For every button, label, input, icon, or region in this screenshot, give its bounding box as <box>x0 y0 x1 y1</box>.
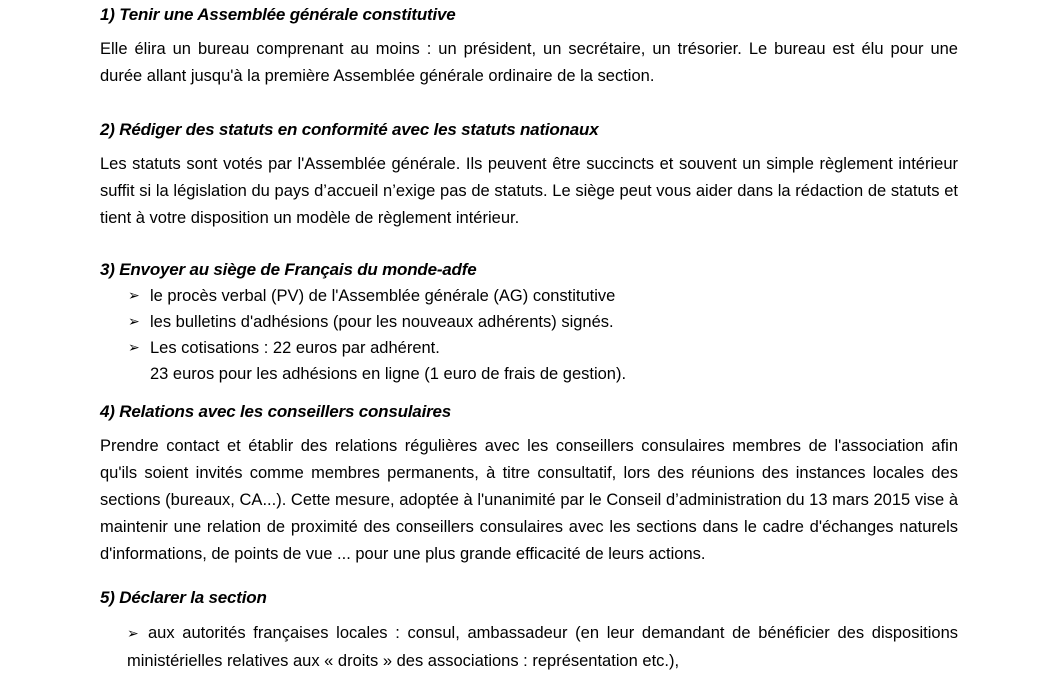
bullet-continuation-text: 23 euros pour les adhésions en ligne (1 euro de frais de gestion). <box>150 365 627 383</box>
arrow-bullet-icon: ➢ <box>127 626 139 642</box>
section-2-heading: 2) Rédiger des statuts en conformité avec les statuts nationaux <box>100 120 599 139</box>
section-1-heading: 1) Tenir une Assemblée générale constitutive <box>100 5 456 24</box>
list-item <box>100 620 958 675</box>
bullet-list <box>100 283 958 387</box>
bullet-text: les bulletins d'adhésions (pour les nouveaux adhérents) signés. <box>150 313 614 331</box>
section-tenir-assemblee <box>100 5 958 90</box>
section-4-heading: 4) Relations avec les conseillers consulaires <box>100 402 452 421</box>
section-relations-conseillers <box>100 402 958 568</box>
bullet-text-group <box>150 335 958 387</box>
arrow-bullet-icon: ➢ <box>128 288 140 304</box>
bullet-text: Les cotisations : 22 euros par adhérent. <box>150 339 440 357</box>
bullet-text: le procès verbal (PV) de l'Assemblée générale (AG) constitutive <box>150 287 616 305</box>
list-item <box>128 335 958 387</box>
list-item <box>128 283 958 309</box>
arrow-bullet-icon: ➢ <box>128 314 140 330</box>
section-4-paragraph: Prendre contact et établir des relations régulières avec les conseillers consulaires membres de l'association afin qu'ils soient invités comme membres permanents, à titre consultatif, lors des réunions des instances locales des sections (bureaux, CA...). Cette mesure, adoptée à l'unanimité par le Conseil d’administration du 13 mars 2015 vise à maintenir une relation de proximité des conseillers consulaires avec les sections dans le cadre d'échanges naturels d'informations, de points de vue ... pour une plus grande efficacité de leurs actions. <box>100 437 958 563</box>
section-3-heading: 3) Envoyer au siège de Français du monde-adfe <box>100 260 477 279</box>
list-item <box>128 309 958 335</box>
section-1-paragraph: Elle élira un bureau comprenant au moins : un président, un secrétaire, un trésorier. Le bureau est élu pour une durée allant jusqu'à la première Assemblée générale ordinaire de la section. <box>100 40 958 85</box>
section-2-paragraph: Les statuts sont votés par l'Assemblée générale. Ils peuvent être succincts et souvent un simple règlement intérieur suffit si la législation du pays d’accueil n’exige pas de statuts. Le siège peut vous aider dans la rédaction de statuts et tient à votre disposition un modèle de règlement intérieur. <box>100 155 958 227</box>
arrow-bullet-icon: ➢ <box>128 340 140 356</box>
section-declarer-section <box>100 588 958 675</box>
section-envoyer-siege <box>100 260 958 387</box>
section-5-heading: 5) Déclarer la section <box>100 588 267 607</box>
section-rediger-statuts <box>100 120 958 232</box>
bullet-text: aux autorités françaises locales : consul, ambassadeur (en leur demandant de bénéficier des dispositions ministérielles relatives aux « droits » des associations : représentation etc.), <box>127 624 958 670</box>
